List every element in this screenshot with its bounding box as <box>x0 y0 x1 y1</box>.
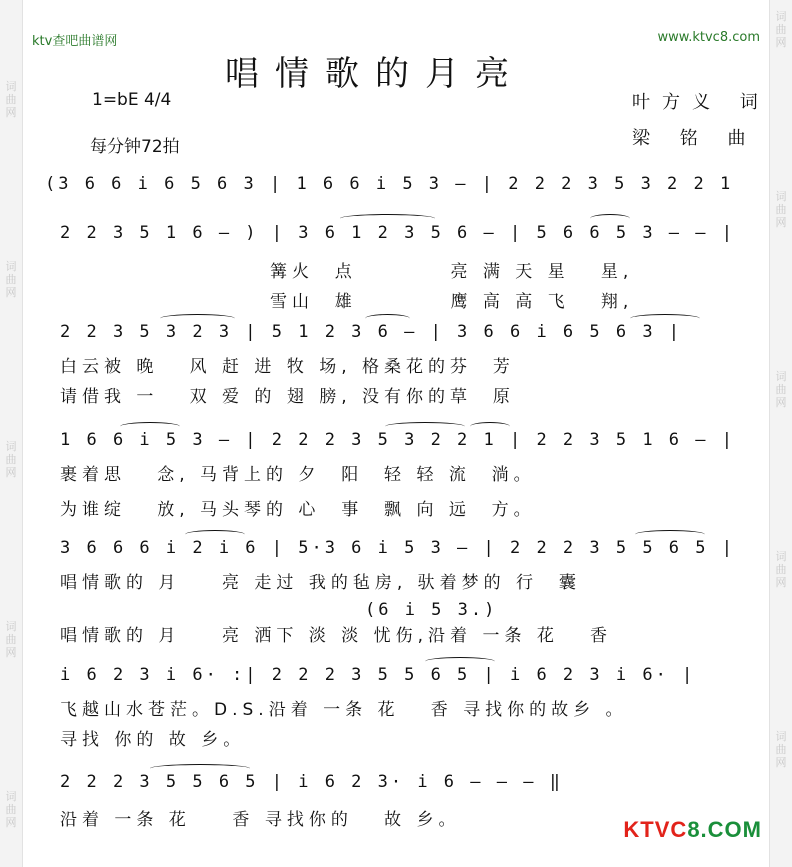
slur-mark <box>120 422 180 431</box>
slur-mark <box>150 764 250 773</box>
score-line-2: 2 2 3 5 1 6 — ) | 3 6 1 2 3 5 6 — | 5 6 6 5 3 — — | <box>60 223 735 243</box>
slur-mark <box>470 422 510 431</box>
tempo-marking: 每分钟72拍 <box>90 137 180 157</box>
lyric-line: 裹着思 念, 马背上的 夕 阳 轻 轻 流 淌。 <box>60 465 536 485</box>
side-watermark: 词曲网 <box>775 10 787 49</box>
slur-mark <box>365 314 410 323</box>
side-watermark: 词曲网 <box>5 790 17 829</box>
composer-credit: 梁 铭 曲 <box>632 128 758 149</box>
side-watermark: 词曲网 <box>5 260 17 299</box>
lyric-line: 飞越山水苍茫。D.S.沿着 一条 花 香 寻找你的故乡 。 <box>60 700 628 720</box>
key-signature: 1=bE 4/4 <box>92 90 172 110</box>
lyric-line: 请借我 一 双 爱 的 翅 膀, 没有你的草 原 <box>60 387 515 407</box>
score-line-4: 1 6 6 i 5 3 — | 2 2 2 3 5 3 2 2 1 | 2 2 3 5 1 6 — | <box>60 430 735 450</box>
slur-mark <box>425 657 495 666</box>
side-watermark: 词曲网 <box>5 620 17 659</box>
side-watermark: 词曲网 <box>775 190 787 229</box>
lyric-line: 为谁绽 放, 马头琴的 心 事 飘 向 远 方。 <box>60 500 536 520</box>
side-watermark: 词曲网 <box>5 440 17 479</box>
variant-notes: (6 i 5 3.) <box>365 600 498 620</box>
slur-mark <box>340 214 435 223</box>
lyric-line: 寻找 你的 故 乡。 <box>60 730 246 750</box>
site-watermark-right: www.ktvc8.com <box>657 30 760 45</box>
lyric-line: 唱情歌的 月 亮 洒下 淡 淡 忧伤,沿着 一条 花 香 <box>60 626 613 646</box>
lyric-line: 篝火 点 亮 满 天 星 星, <box>270 262 634 282</box>
slur-mark <box>590 214 630 223</box>
lyric-line: 唱情歌的 月 亮 走过 我的毡房, 驮着梦的 行 囊 <box>60 573 581 593</box>
side-watermark: 词曲网 <box>775 730 787 769</box>
side-watermark: 词曲网 <box>775 370 787 409</box>
left-watermark-strip <box>0 0 23 867</box>
lyric-line: 沿着 一条 花 香 寻找你的 故 乡。 <box>60 810 461 830</box>
right-watermark-strip <box>769 0 792 867</box>
slur-mark <box>160 314 235 323</box>
ktvc8-logo: KTVC8.COM <box>623 817 762 842</box>
song-title: 唱情歌的月亮 <box>225 54 525 94</box>
lyric-line: 白云被 晚 风 赶 进 牧 场, 格桑花的芬 芳 <box>60 357 515 377</box>
slur-mark <box>635 530 705 539</box>
score-line-5: 3 6 6 6 i 2 i 6 | 5·3 6 i 5 3 — | 2 2 2 3 5 5 6 5 | <box>60 538 735 558</box>
score-line-1: (3 6 6 i 6 5 6 3 | 1 6 6 i 5 3 — | 2 2 2 3 5 3 2 2 1 <box>45 174 734 194</box>
slur-mark <box>385 422 465 431</box>
slur-mark <box>630 314 700 323</box>
slur-mark <box>185 530 245 539</box>
lyricist-credit: 叶方义 词 <box>632 92 770 113</box>
score-line-6: i 6 2 3 i 6· :| 2 2 2 3 5 5 6 5 | i 6 2 3 i 6· | <box>60 665 696 685</box>
score-line-3: 2 2 3 5 3 2 3 | 5 1 2 3 6 — | 3 6 6 i 6 5 6 3 | <box>60 322 683 342</box>
side-watermark: 词曲网 <box>5 80 17 119</box>
side-watermark: 词曲网 <box>775 550 787 589</box>
score-line-7: 2 2 2 3 5 5 6 5 | i 6 2 3· i 6 — — — ‖ <box>60 772 563 792</box>
lyric-line: 雪山 雄 鹰 高 高 飞 翔, <box>270 292 634 312</box>
site-watermark-left: ktv查吧曲谱网 <box>32 34 118 49</box>
